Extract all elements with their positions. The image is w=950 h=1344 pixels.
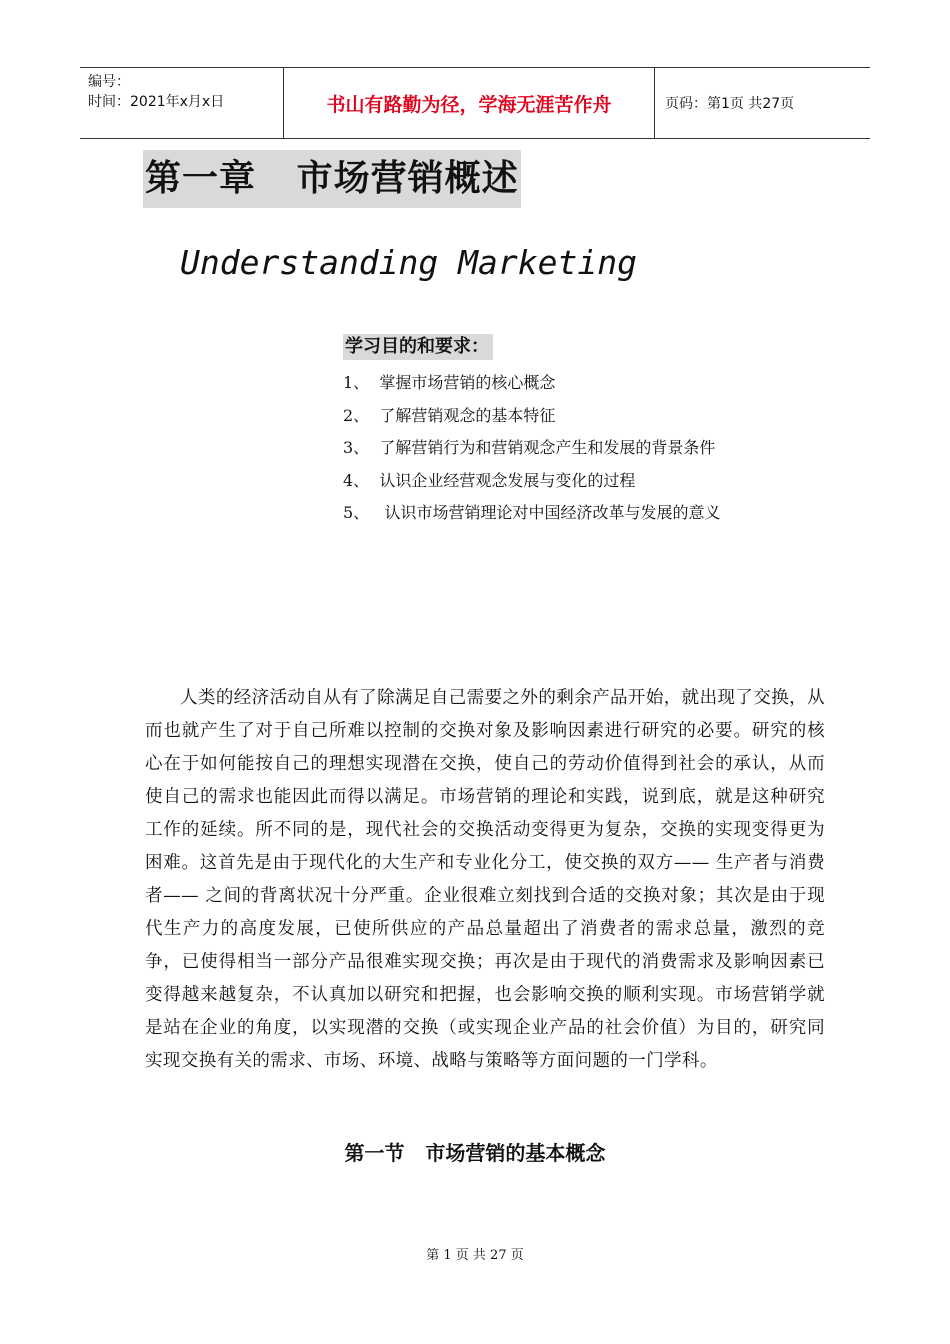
serial-number-label: 编号：	[88, 74, 130, 90]
objectives-heading: 学习目的和要求：	[343, 334, 493, 360]
section-heading: 第一节 市场营销的基本概念	[344, 1141, 606, 1165]
objective-item: 2、 了解营销观念的基本特征	[343, 405, 556, 425]
page-footer: 第 1 页 共 27 页	[426, 1248, 524, 1263]
chapter-title: 第一章 市场营销概述	[143, 150, 521, 208]
chapter-subtitle: Understanding Marketing	[180, 243, 637, 282]
document-header	[80, 67, 870, 139]
header-motto: 书山有路勤为径，学海无涯苦作舟	[283, 68, 655, 138]
objective-item: 3、 了解营销行为和营销观念产生和发展的背景条件	[343, 438, 716, 457]
objective-item: 4、 认识企业经营观念发展与变化的过程	[343, 470, 636, 490]
header-page-info: 页码：第1页 共27页	[665, 96, 795, 112]
objective-item: 1、 掌握市场营销的核心概念	[343, 373, 556, 392]
intro-paragraph: 人类的经济活动自从有了除满足自己需要之外的剩余产品开始，就出现了交换，从而也就产生了对于自己所难以控制的交换对象及影响因素进行研究的必要。研究的核心在于如何能按自己的理想实现潜在交换，使自己的劳动价值得到社会的承认，从而使自己的需求也能因此而得以满足。市场营销的理论和实践，说到底，就是这种研究工作的延续。所不同的是，现代社会的交换活动变得更为复杂，交换的实现变得更为困难。这首先是由于现代化的大生产和专业化分工，使交换的双方—— 生产者与消费者—— 之间的背离状况十分严重。企业很难立刻找到合适的交换对象；其次是由于现代生产力的高度发展，已使所供应的产品总量超出了消费者的需求总量，激烈的竞争，已使得相当一部分产品很难实现交换；再次是由于现代的消费需求及影响因素已变得越来越复杂，不认真加以研究和把握，也会影响交换的顺利实现。市场营销学就是站在企业的角度，以实现潜的交换（或实现企业产品的社会价值）为目的，研究同实现交换有关的需求、市场、环境、战略与策略等方面问题的一门学科。	[145, 688, 825, 1071]
objective-item: 5、 认识市场营销理论对中国经济改革与发展的意义	[343, 503, 721, 522]
objectives-list	[343, 370, 720, 533]
header-meta-cell	[80, 68, 283, 138]
date-label: 时间：2021年x月x日	[88, 94, 225, 110]
